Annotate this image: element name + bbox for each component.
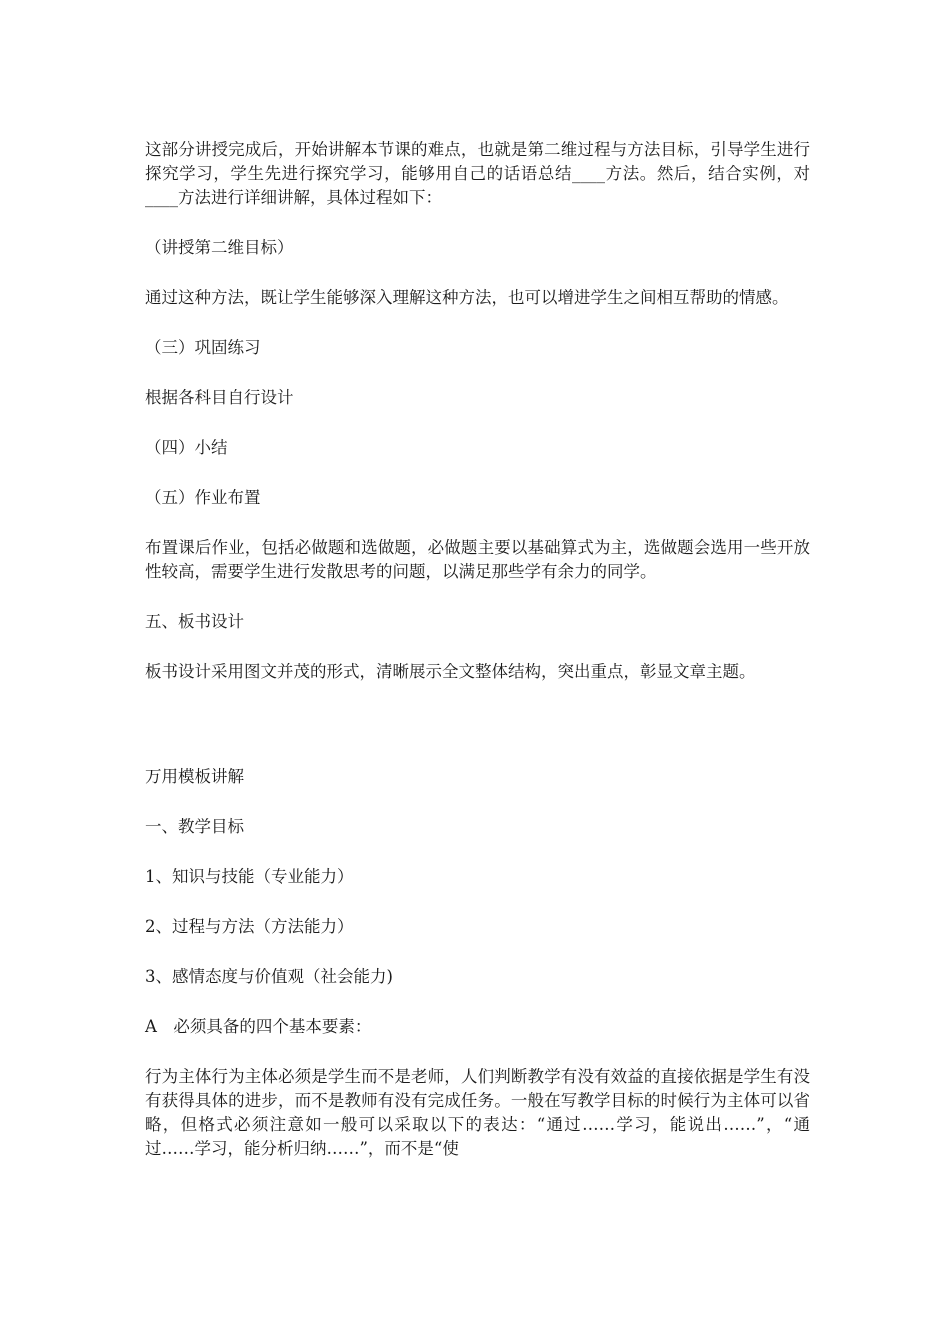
paragraph-homework-detail: 布置课后作业，包括必做题和选做题，必做题主要以基础算式为主，选做题会选用一些开放性较高，需要学生进行发散思考的问题，以满足那些学有余力的同学。: [145, 538, 810, 581]
heading-template-explanation: 万用模板讲解: [145, 767, 244, 786]
item-process-method: 2、过程与方法（方法能力）: [145, 917, 354, 936]
paragraph-method-benefit: 通过这种方法，既让学生能够深入理解这种方法，也可以增进学生之间相互帮助的情感。: [145, 288, 789, 307]
heading-teaching-goals: 一、教学目标: [145, 817, 244, 836]
heading-homework: （五）作业布置: [145, 488, 261, 507]
item-emotion-values: 3、感情态度与价值观（社会能力): [145, 967, 393, 986]
paragraph-subject-design: 根据各科目自行设计: [145, 388, 294, 407]
paragraph-board-design: 板书设计采用图文并茂的形式，清晰展示全文整体结构，突出重点，彰显文章主题。: [145, 662, 756, 681]
heading-four-elements: A 必须具备的四个基本要素：: [145, 1017, 372, 1036]
section-spacer: [145, 710, 810, 765]
item-knowledge-skills: 1、知识与技能（专业能力）: [145, 867, 354, 886]
heading-board-design: 五、板书设计: [145, 612, 244, 631]
heading-summary: （四）小结: [145, 438, 228, 457]
paragraph-behavior-subject: 行为主体行为主体必须是学生而不是老师，人们判断教学有没有效益的直接依据是学生有没有获得具体的进步，而不是教师有没有完成任务。一般在写教学目标的时候行为主体可以省略，但格式必须注意如一般可以采取以下的表达：“通过……学习，能说出……”，“通过……学习，能分析归纳……”，而不是“使: [145, 1067, 810, 1158]
paragraph-second-dimension: （讲授第二维目标）: [145, 238, 294, 257]
heading-consolidation-practice: （三）巩固练习: [145, 338, 261, 357]
paragraph-difficulty-intro: 这部分讲授完成后，开始讲解本节课的难点，也就是第二维过程与方法目标，引导学生进行探究学习，学生先进行探究学习，能够用自己的话语总结____方法。然后，结合实例，对____方法进行详细讲解，具体过程如下：: [145, 140, 810, 207]
document-page: [145, 138, 810, 1187]
